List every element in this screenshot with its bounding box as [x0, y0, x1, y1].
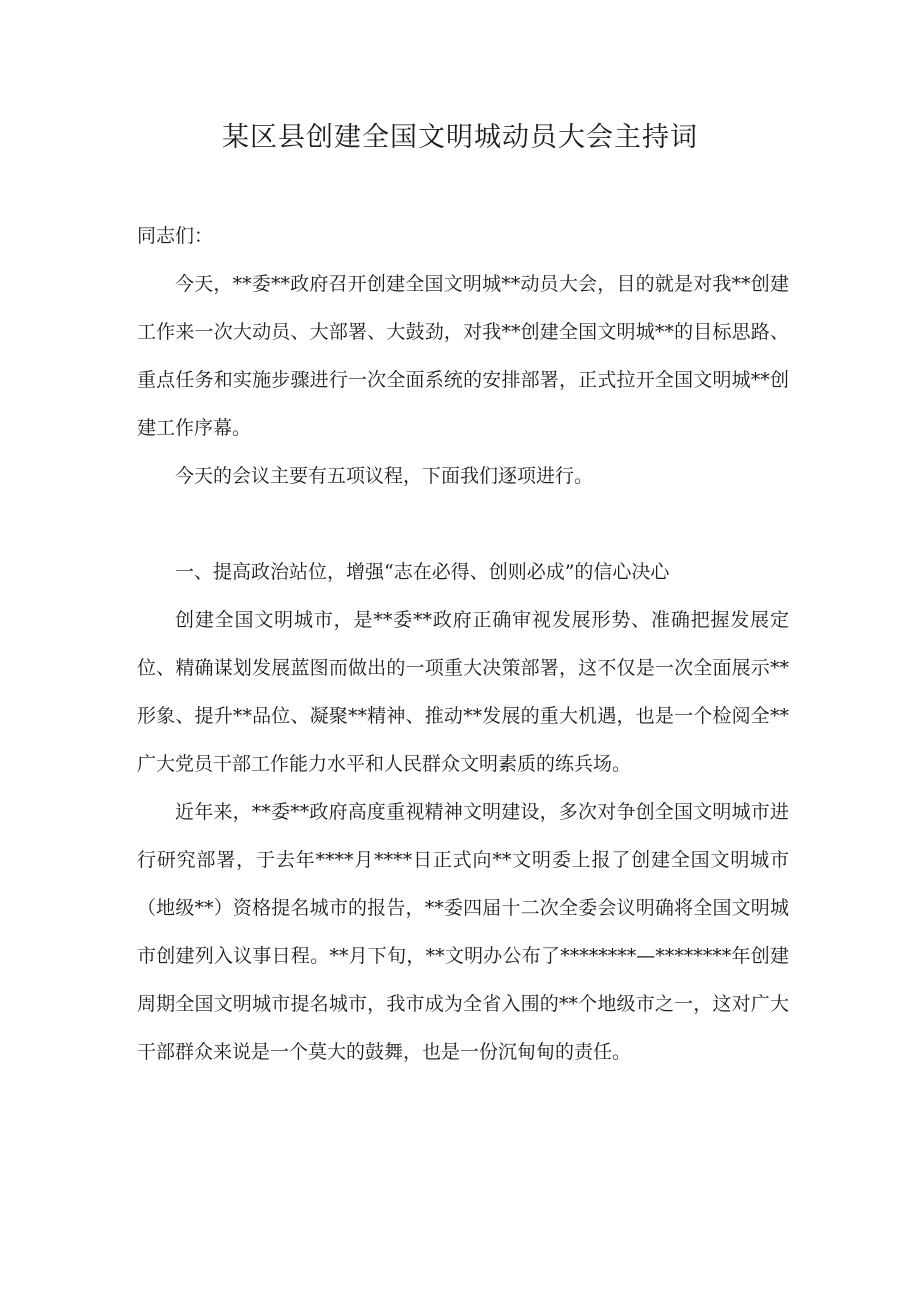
section-paragraph: 近年来，**委**政府高度重视精神文明建设，多次对争创全国文明城市进行研究部署，于去年****月****日正式向**文明委上报了创建全国文明城市（地级**）资格提名城市的报告，**委四届十二次全委会议明确将全国文明城市创建列入议事日程。**月下旬，**文明办公布了********—********年创建周期全国文明城市提名城市，我市成为全省入围的**个地级市之一，这对广大干部群众来说是一个莫大的鼓舞，也是一份沉甸甸的责任。 [137, 801, 789, 1063]
section-paragraph: 创建全国文明城市，是**委**政府正确审视发展形势、准确把握发展定位、精确谋划发展蓝图而做出的一项重大决策部署，这不仅是一次全面展示**形象、提升**品位、凝聚**精神、推动**发展的重大机遇，也是一个检阅全**广大党员干部工作能力水平和人民群众文明素质的练兵场。 [137, 609, 789, 775]
paragraph-agenda: 今天的会议主要有五项议程，下面我们逐项进行。 [175, 465, 594, 487]
document-body [137, 212, 789, 1076]
paragraph-spacer [137, 500, 789, 548]
document-title: 某区县创建全国文明城动员大会主持词 [222, 122, 698, 153]
section-heading: 一、提高政治站位，增强“志在必得、创则必成”的信心决心 [175, 561, 670, 583]
paragraph-opening: 今天，**委**政府召开创建全国文明城**动员大会，目的就是对我**创建工作来一次大动员、大部署、大鼓劲，对我**创建全国文明城**的目标思路、重点任务和实施步骤进行一次全面系统的安排部署，正式拉开全国文明城**创建工作序幕。 [137, 273, 789, 439]
salutation: 同志们： [137, 225, 214, 247]
